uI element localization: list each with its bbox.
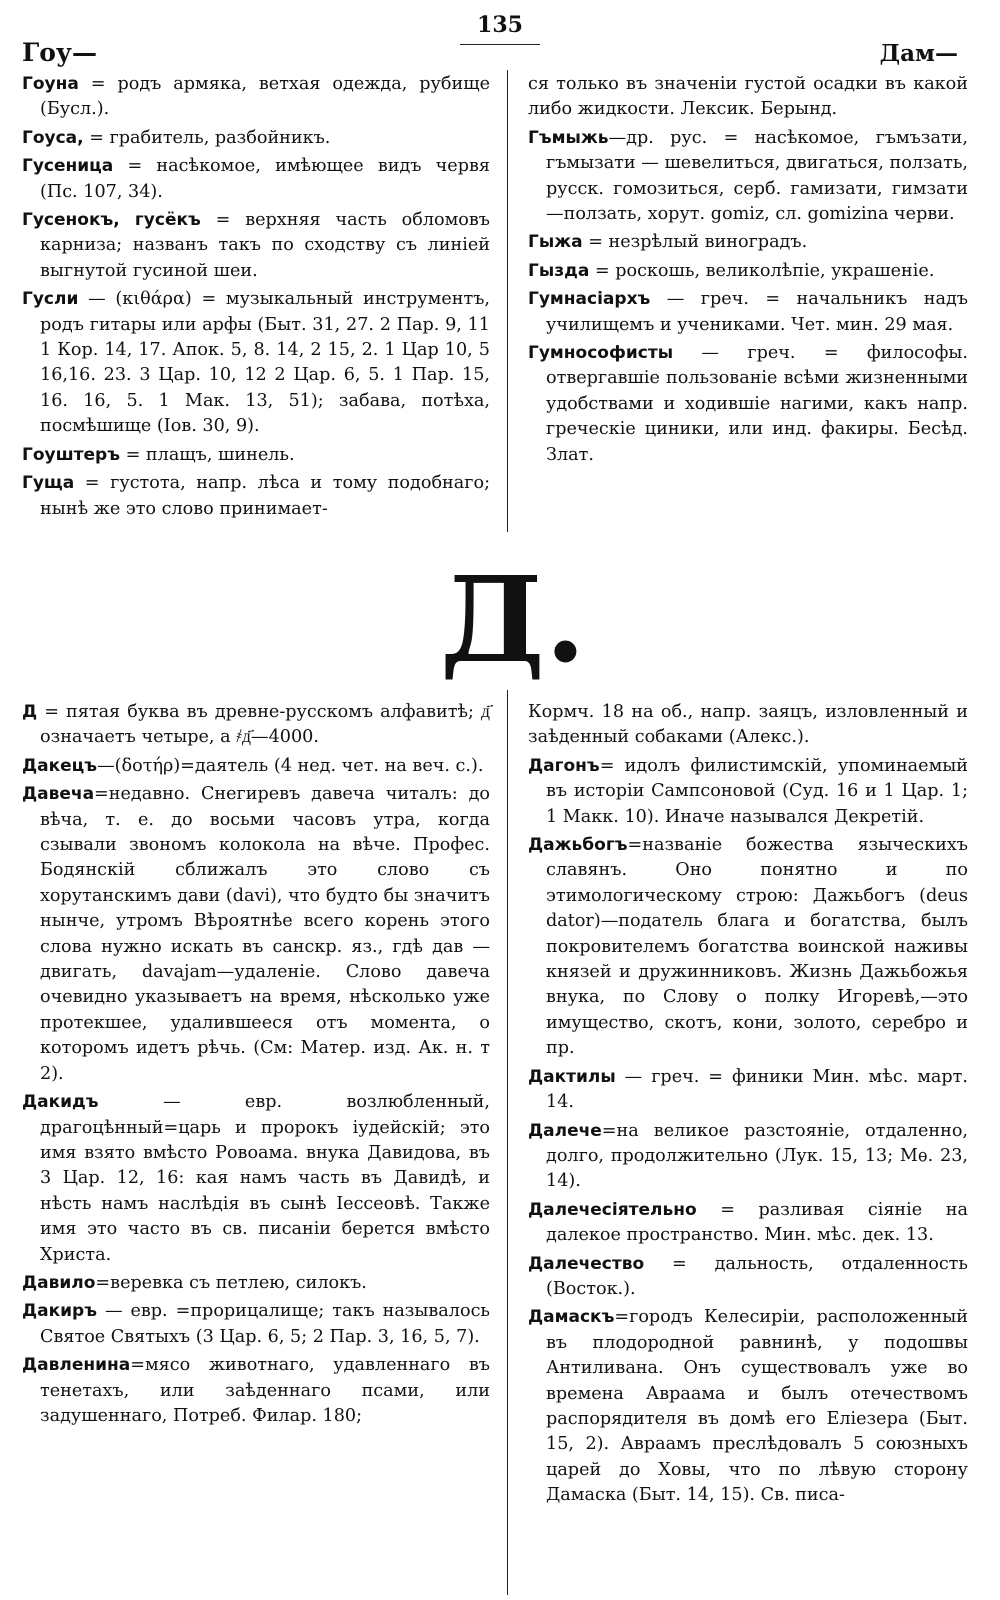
dictionary-entry [528,259,968,284]
entry-headword: Дакидъ [22,1092,99,1113]
entry-headword: Гуща [22,473,75,494]
dictionary-entry [22,1090,490,1268]
column-bottom-left [22,700,490,1432]
dictionary-entry [528,833,968,1062]
entry-headword: Дакецъ [22,755,98,776]
entry-definition: — греч. = начальникъ надъ училищемъ и учениками. Чет. мин. 29 мая. [546,289,968,335]
entry-headword: Гумнософисты [528,343,674,364]
dictionary-entry [528,1119,968,1195]
dictionary-entry [22,1271,490,1296]
dictionary-entry [528,700,968,751]
entry-definition: = идолъ филистимскій, упоминаемый въ исторіи Сампсоновой (Суд. 16 и 1 Цар. 1; 1 Макк. 10). Иначе назывался Декретій. [546,755,968,827]
dictionary-entry [22,154,490,205]
entry-headword: Давеча [22,784,95,805]
entry-definition: = незрѣлый виноградъ. [582,232,808,253]
entry-definition: — евр. возлюбленный, драгоцѣнный=царь и пророкъ іудейскій; это имя взято вмѣсто Ровоама. внука Давидова, въ 3 Цар. 12, 16: кая намъ часть въ Давидѣ, и нѣсть намъ наслѣдія въ сынѣ Іессеовѣ. Также имя это часто въ св. писаніи берется вмѣсто Христа. [40,1092,490,1265]
entry-definition: ся только въ значеніи густой осадки въ какой либо жидкости. Лексик. Берынд. [528,74,968,120]
page-number-rule [460,44,540,45]
entry-headword: Гусенокъ, гусёкъ [22,210,201,231]
dictionary-entry [22,443,490,468]
entry-headword: Гусли [22,289,79,310]
entry-headword: Дактилы [528,1066,616,1087]
entry-definition: =на великое разстояніе, отдаленно, долго, продолжительно (Лук. 15, 13; Мѳ. 23, 14). [546,1120,968,1192]
entry-definition: Кормч. 18 на об., напр. заяцъ, изловленный и заѣденный собаками (Алекс.). [528,702,968,748]
entry-headword: Гумнасіархъ [528,289,651,310]
entry-definition: =городъ Келесиріи, расположенный въ плодородной равнинѣ, у подошвы Антиливана. Онъ существовалъ уже во времена Авраама и былъ отечествомъ распорядителя въ домѣ его Еліезера (Быт. 15, 2). Авраамъ преслѣдовалъ 5 союзныхъ царей до Ховы, что по лѣвую сторону Дамаска (Быт. 14, 15). Св. писа- [546,1307,968,1506]
entry-definition: = насѣкомое, имѣющее видъ червя (Пс. 107, 34). [40,156,490,202]
dictionary-entry [528,287,968,338]
entry-headword: Гызда [528,260,590,281]
dictionary-entry [22,72,490,123]
entry-headword: Далечесіятельно [528,1199,697,1220]
dictionary-entry [528,230,968,255]
entry-definition: = верхняя часть обломовъ карниза; названъ такъ по сходству съ линіей выгнутой гусиной шеи. [40,210,490,281]
running-head-right: Дам— [879,40,958,67]
entry-definition: = густота, напр. лѣса и тому подобнаго; нынѣ же это слово принимает- [40,473,490,519]
dictionary-entry [22,1353,490,1429]
entry-definition: — греч. = философы. отвергавшіе пользованіе всѣми жизненными удобствами и ходившіе нагими, какъ напр. греческіе циники, или инд. факиры. Бесѣд. Злат. [546,343,968,465]
dictionary-entry [22,208,490,284]
entry-definition: =мясо животнаго, удавленнаго въ тенетахъ, или заѣденнаго псами, или задушеннаго, Потреб. Филар. 180; [40,1355,490,1426]
entry-headword: Давило [22,1272,96,1293]
entry-headword: Далече [528,1120,602,1141]
entry-headword: Гоуса, [22,127,84,148]
entry-definition: =названіе божества языческихъ славянъ. Оно понятно и по этимологическому строю: Дажьбогъ (deus dator)—податель блага и богатства, былъ покровителемъ богатства воинской наживы князей и дружинниковъ. Жизнь Дажьбожья внука, по Слову о полку Игоревѣ,—это имущество, скотъ, кони, золото, серебро и пр. [546,835,968,1059]
section-letter: Д. [440,550,587,689]
entry-definition: =веревка съ петлею, силокъ. [95,1272,367,1293]
column-bottom-right [528,700,968,1512]
column-divider-bottom [507,690,508,1595]
entry-definition: = дальность, отдаленность (Восток.). [546,1253,968,1299]
entry-definition: — евр. =прорицалище; такъ называлось Святое Святыхъ (3 Цар. 6, 5; 2 Пар. 3, 16, 5, 7). [40,1301,490,1347]
entry-headword: Дажьбогъ [528,835,628,856]
entry-headword: Д [22,702,38,722]
dictionary-entry [528,1065,968,1116]
entry-definition: = плащъ, шинель. [119,444,295,465]
entry-headword: Дагонъ [528,755,600,776]
dictionary-entry [528,1305,968,1508]
dictionary-entry [22,1299,490,1350]
entry-definition: —др. рус. = насѣкомое, гъмъзати, гъмызати — шевелиться, двигаться, ползать, русск. гомозиться, серб. гамизати, гимзати—ползать, хорут. gomiz, сл. gomizina черви. [546,127,968,225]
entry-definition: = разливая сіяніе на далекое пространство. Мин. мѣс. дек. 13. [546,1199,968,1246]
entry-definition: = роскошь, великолѣпіе, украшеніе. [589,260,935,281]
dictionary-entry [22,471,490,522]
dictionary-entry [528,754,968,830]
entry-definition: =недавно. Снегиревъ давеча читалъ: до вѣча, т. е. до восьми часовъ утра, когда сзывали звономъ колокола на вѣче. Профес. Бодянскій сближалъ это слово съ хорутанскимъ дави (davi), что будто бы значитъ нынче, утромъ Вѣроятнѣе всего корень этого слова нужно искать въ санскр. яз., гдѣ дав — двигать, davajam—удаленіе. Слово давеча очевидно указываетъ на время, нѣсколько уже протекшее, удалившееся отъ момента, о которомъ идетъ рѣчь. (См: Матер. изд. Ак. н. т 2). [40,784,490,1084]
running-head-left: Гоу— [22,38,97,67]
dictionary-entry [528,72,968,123]
entry-definition: = пятая буква въ древне-русскомъ алфавитѣ; д҃ означаетъ четыре, а ҂д҃—4000. [37,702,490,748]
dictionary-entry [22,126,490,151]
column-top-left [22,72,490,525]
column-top-right [528,72,968,471]
dictionary-entry [528,126,968,228]
dictionary-entry [528,1252,968,1303]
entry-definition: —(δοτήρ)=даятель (4 нед. чет. на веч. с.). [97,755,484,776]
dictionary-entry [22,287,490,439]
entry-headword: Гъмыжь [528,127,609,148]
entry-definition: — греч. = финики Мин. мѣс. март. 14. [546,1066,968,1113]
entry-headword: Дакиръ [22,1301,98,1322]
entry-headword: Дамаскъ [528,1307,615,1328]
entry-definition: = родъ армяка, ветхая одежда, рубище (Бусл.). [40,74,490,120]
dictionary-entry [22,700,490,751]
entry-headword: Гыжа [528,232,583,253]
page-number: 135 [477,12,523,38]
entry-headword: Гоуна [22,74,79,94]
dictionary-entry [528,341,968,468]
entry-definition: = грабитель, разбойникъ. [83,127,331,148]
dictionary-entry [528,1198,968,1249]
column-divider-top [507,70,508,532]
entry-definition: — (κιθάρα) = музыкальный инструментъ, родъ гитары или арфы (Быт. 31, 27. 2 Пар. 9, 11 1 Кор. 14, 17. Апок. 5, 8. 14, 2 15, 2. 1 Цар 10, 5 16,16. 23. 3 Цар. 10, 12 2 Цар. 6, 5. 1 Пар. 15, 16. 16, 5. 1 Мак. 13, 51); забава, потѣха, посмѣшище (Іов. 30, 9). [40,289,490,437]
entry-headword: Давленина [22,1355,131,1376]
entry-headword: Гусеница [22,156,114,177]
dictionary-entry [22,782,490,1087]
entry-headword: Далечество [528,1253,645,1274]
entry-headword: Гоуштеръ [22,444,120,465]
dictionary-entry [22,754,490,779]
